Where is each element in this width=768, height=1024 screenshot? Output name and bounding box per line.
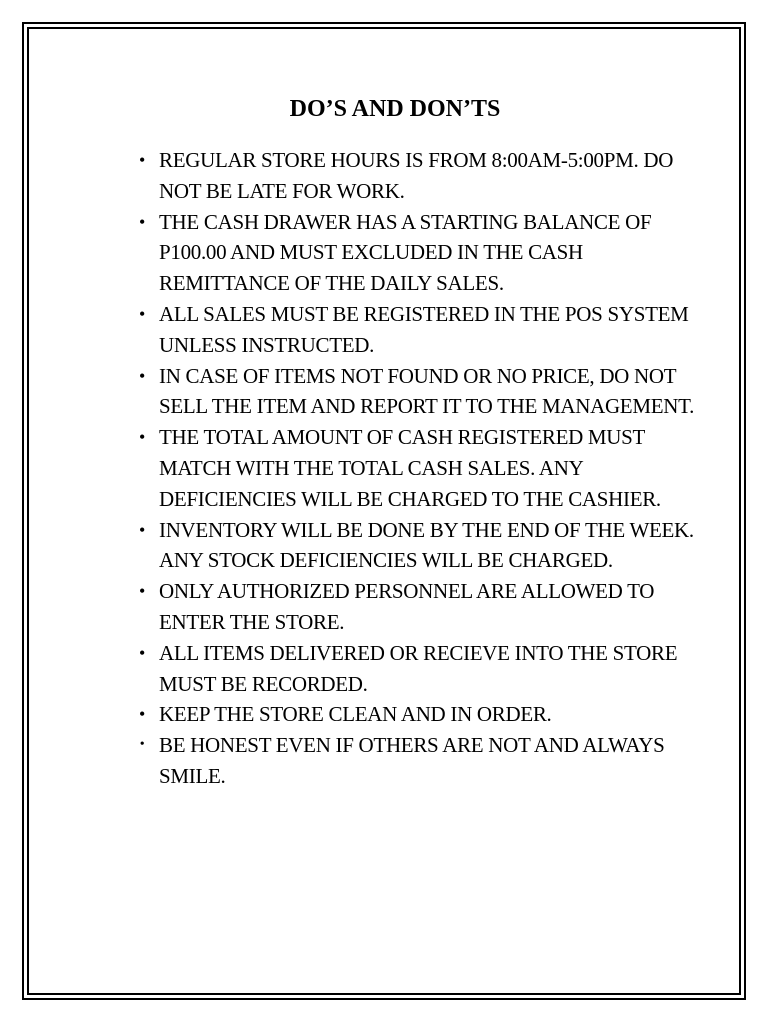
rule-text: ALL SALES MUST BE REGISTERED IN THE POS SYSTEM UNLESS INSTRUCTED. — [159, 301, 689, 357]
bullet-icon: • — [139, 737, 145, 753]
list-item — [136, 299, 696, 361]
bullet-icon: • — [138, 427, 145, 448]
rule-text: ALL ITEMS DELIVERED OR RECIEVE INTO THE STORE MUST BE RECORDED. — [159, 640, 678, 696]
bullet-icon: • — [138, 581, 145, 602]
list-item — [136, 699, 696, 730]
rule-text: KEEP THE STORE CLEAN AND IN ORDER. — [159, 702, 552, 727]
rule-text: ONLY AUTHORIZED PERSONNEL ARE ALLOWED TO ENTER THE STORE. — [159, 579, 655, 634]
document-title: DO’S AND DON’TS — [289, 96, 501, 122]
rule-text: INVENTORY WILL BE DONE BY THE END OF THE WEEK. ANY STOCK DEFICIENCIES WILL BE CHARGED. — [159, 517, 694, 573]
rules-list — [136, 145, 696, 792]
list-item — [136, 422, 696, 514]
rule-text: THE CASH DRAWER HAS A STARTING BALANCE OF P100.00 AND MUST EXCLUDED IN THE CASH REMITTANCE OF THE DAILY SALES. — [159, 209, 652, 296]
bullet-icon: • — [138, 211, 145, 232]
rule-text: BE HONEST EVEN IF OTHERS ARE NOT AND ALWAYS SMILE. — [159, 733, 665, 788]
rule-text: REGULAR STORE HOURS IS FROM 8:00AM-5:00PM. DO NOT BE LATE FOR WORK. — [159, 148, 674, 203]
bullet-icon: • — [138, 519, 145, 540]
bullet-icon: • — [138, 303, 145, 324]
list-item — [136, 361, 696, 423]
list-item — [136, 207, 696, 299]
bullet-icon: • — [138, 704, 145, 725]
list-item — [136, 515, 696, 577]
rule-text: THE TOTAL AMOUNT OF CASH REGISTERED MUST MATCH WITH THE TOTAL CASH SALES. ANY DEFICIENCIES WILL BE CHARGED TO THE CASHIER. — [159, 425, 661, 511]
list-item — [136, 638, 696, 700]
bullet-icon: • — [138, 365, 145, 386]
list-item — [136, 145, 696, 207]
list-item — [136, 730, 696, 792]
rule-text: IN CASE OF ITEMS NOT FOUND OR NO PRICE, DO NOT SELL THE ITEM AND REPORT IT TO THE MANAGEMENT. — [159, 363, 695, 419]
bullet-icon: • — [138, 642, 145, 663]
bullet-icon: • — [138, 150, 145, 170]
list-item — [136, 576, 696, 638]
